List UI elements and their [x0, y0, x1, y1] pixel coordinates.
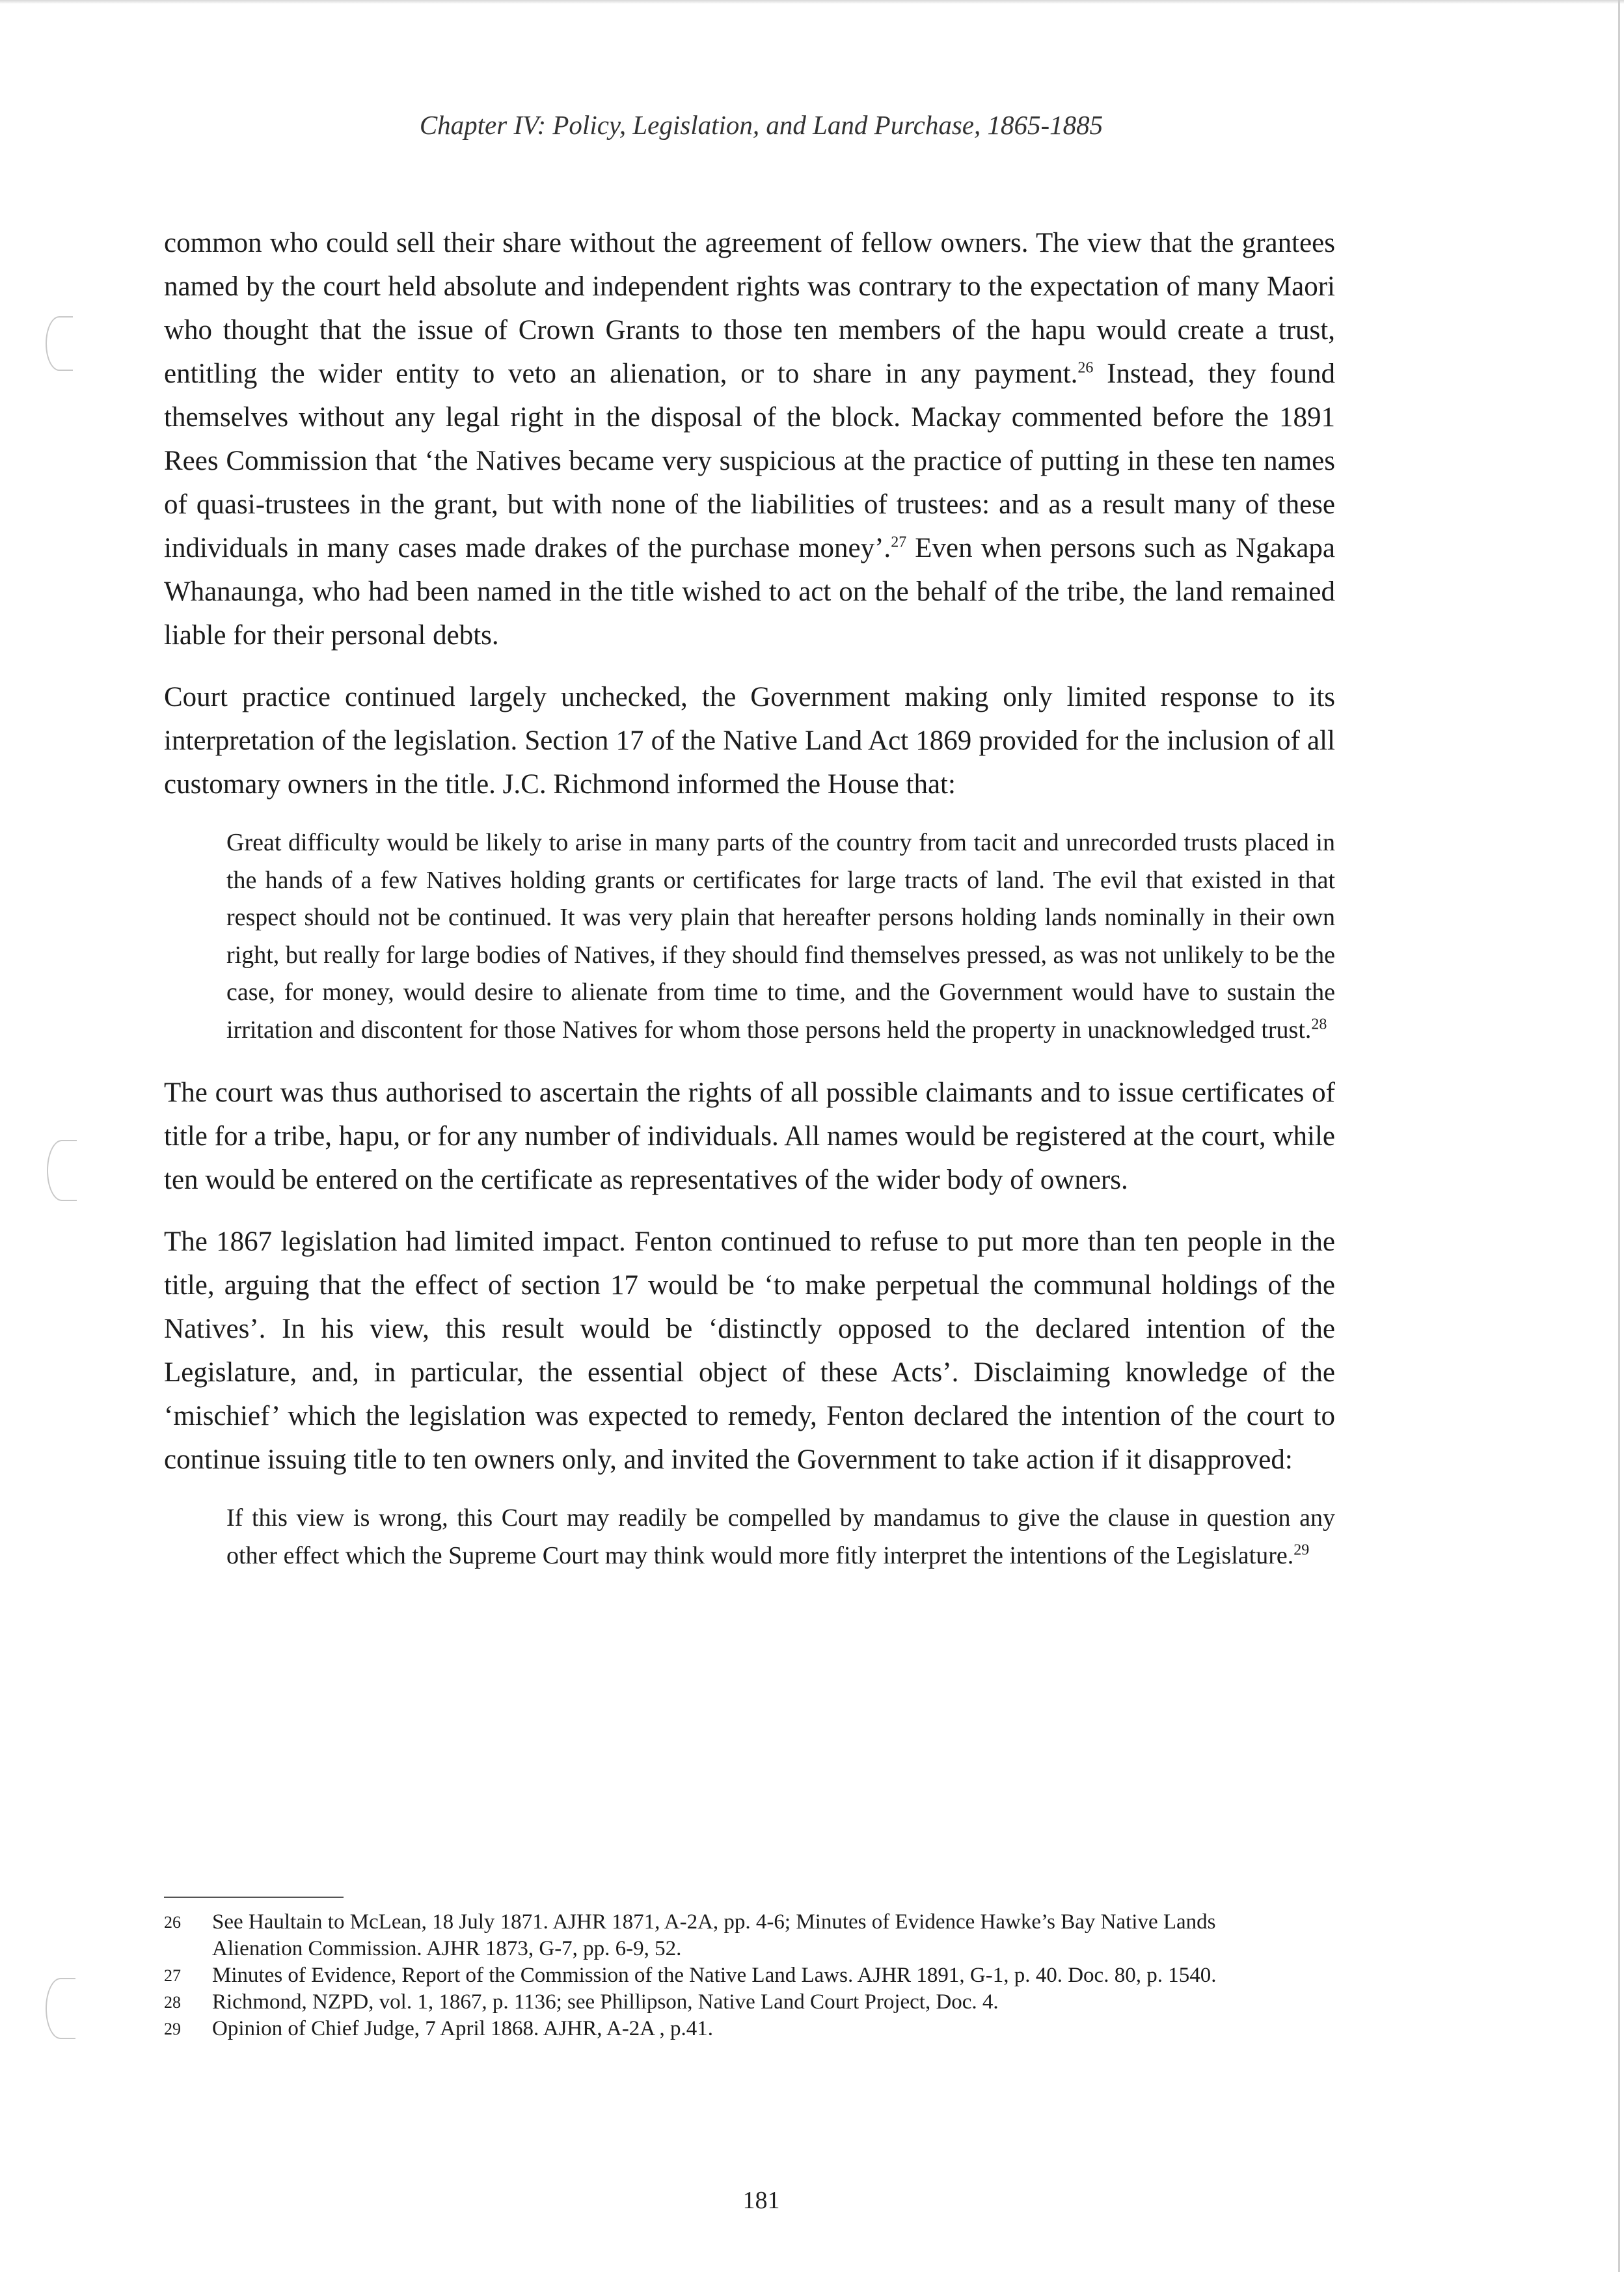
running-head: Chapter IV: Policy, Legislation, and Land Purchase, 1865-1885: [419, 110, 1103, 140]
punch-hole-mark: [47, 1140, 77, 1201]
punch-hole-mark: [46, 1978, 75, 2039]
footnote-ref[interactable]: 27: [891, 534, 907, 551]
paragraph-text: common who could sell their share without the agreement of fellow owners. The view that the grantees named by the court held absolute and independent rights was contrary to the expectation of many Maori who thought that the issue of Crown Grants to those ten members of the hapu would create a trust, entitling the wider entity to veto an alienation, or to share in any payment.: [164, 228, 1335, 389]
paragraph-text: Instead, they found themselves without any legal right in the disposal of the block. Mackay commented before the 1891 Rees Commission that ‘the Natives became very suspicious at the practice of putting in these ten names of quasi-trustees in the grant, but with none of the liabilities of trustees: and as a result many of these individuals in many cases made drakes of the purchase money’.: [164, 358, 1335, 563]
scan-right-edge: [1618, 0, 1620, 2272]
main-text: [164, 221, 1335, 1597]
paragraph: Court practice continued largely unchecked, the Government making only limited response to its interpretation of the legislation. Section 17 of the Native Land Act 1869 provided for the inclusion of all customary owners in the title. J.C. Richmond informed the House that:: [164, 682, 1335, 800]
footnote-text: Opinion of Chief Judge, 7 April 1868. AJHR, A-2A , p.41.: [212, 2017, 714, 2040]
scan-top-edge: [0, 0, 1624, 4]
block-quote: [226, 1500, 1335, 1575]
footnote-number: 27: [164, 1966, 181, 1985]
footnote: [164, 1962, 1309, 1989]
page-number: 181: [742, 2187, 780, 2214]
footnote-text: See Haultain to McLean, 18 July 1871. AJHR 1871, A-2A, pp. 4-6; Minutes of Evidence Hawke’s Bay Native Lands Alienation Commission. AJHR 1873, G-7, pp. 6-9, 52.: [212, 1910, 1216, 1960]
paragraph: The 1867 legislation had limited impact. Fenton continued to refuse to put more than ten people in the title, arguing that the effect of section 17 would be ‘to make perpetual the communal holdings of the Natives’. In his view, this result would be ‘distinctly opposed to the declared intention of the Legislature, and, in particular, the essential object of these Acts’. Disclaiming knowledge of the ‘mischief’ which the legislation was expected to remedy, Fenton declared the intention of the court to continue issuing title to ten owners only, and invited the Government to take action if it disapproved:: [164, 1226, 1335, 1475]
footnote-number: 29: [164, 2020, 181, 2038]
footnote-text: Minutes of Evidence, Report of the Commission of the Native Land Laws. AJHR 1891, G-1, p. 40. Doc. 80, p. 1540.: [212, 1964, 1217, 1987]
quote-text: If this view is wrong, this Court may readily be compelled by mandamus to give the clause in question any other effect which the Supreme Court may think would more fitly interpret the intentions of the Legislature.: [226, 1504, 1335, 1569]
footnote: [164, 1909, 1309, 1962]
paragraph: [164, 221, 1335, 657]
footnote-text: Richmond, NZPD, vol. 1, 1867, p. 1136; see Phillipson, Native Land Court Project, Doc. 4.: [212, 1990, 999, 2014]
footnote-ref[interactable]: 26: [1077, 359, 1094, 377]
footnote-separator: [164, 1897, 344, 1898]
footnote: [164, 2016, 1309, 2042]
block-quote: [226, 824, 1335, 1049]
footnote-number: 28: [164, 1993, 181, 2012]
punch-hole-mark: [46, 316, 73, 371]
footnote-ref[interactable]: 29: [1293, 1541, 1310, 1558]
paragraph: The court was thus authorised to ascertain the rights of all possible claimants and to issue certificates of title for a tribe, hapu, or for any number of individuals. All names would be registered at the court, while ten would be entered on the certificate as representatives of the wider body of owners.: [164, 1077, 1335, 1195]
footnote-number: 26: [164, 1913, 181, 1932]
footnotes: [164, 1909, 1309, 2042]
quote-text: Great difficulty would be likely to arise in many parts of the country from tacit and unrecorded trusts placed in the hands of a few Natives holding grants or certificates for large tracts of land. The evil that existed in that respect should not be continued. It was very plain that hereafter persons holding lands nominally in their own right, but really for large bodies of Natives, if they should find themselves pressed, as was not unlikely to be the case, for money, would desire to alienate from time to time, and the Government would have to sustain the irritation and discontent for those Natives for whom those persons held the property in unacknowledged trust.: [226, 829, 1335, 1044]
footnote-ref[interactable]: 28: [1311, 1015, 1327, 1033]
paragraph-text: Even when persons such as Ngakapa Whanaunga, who had been named in the title wished to act on the behalf of the tribe, the land remained liable for their personal debts.: [164, 533, 1336, 651]
footnote: [164, 1989, 1309, 2016]
